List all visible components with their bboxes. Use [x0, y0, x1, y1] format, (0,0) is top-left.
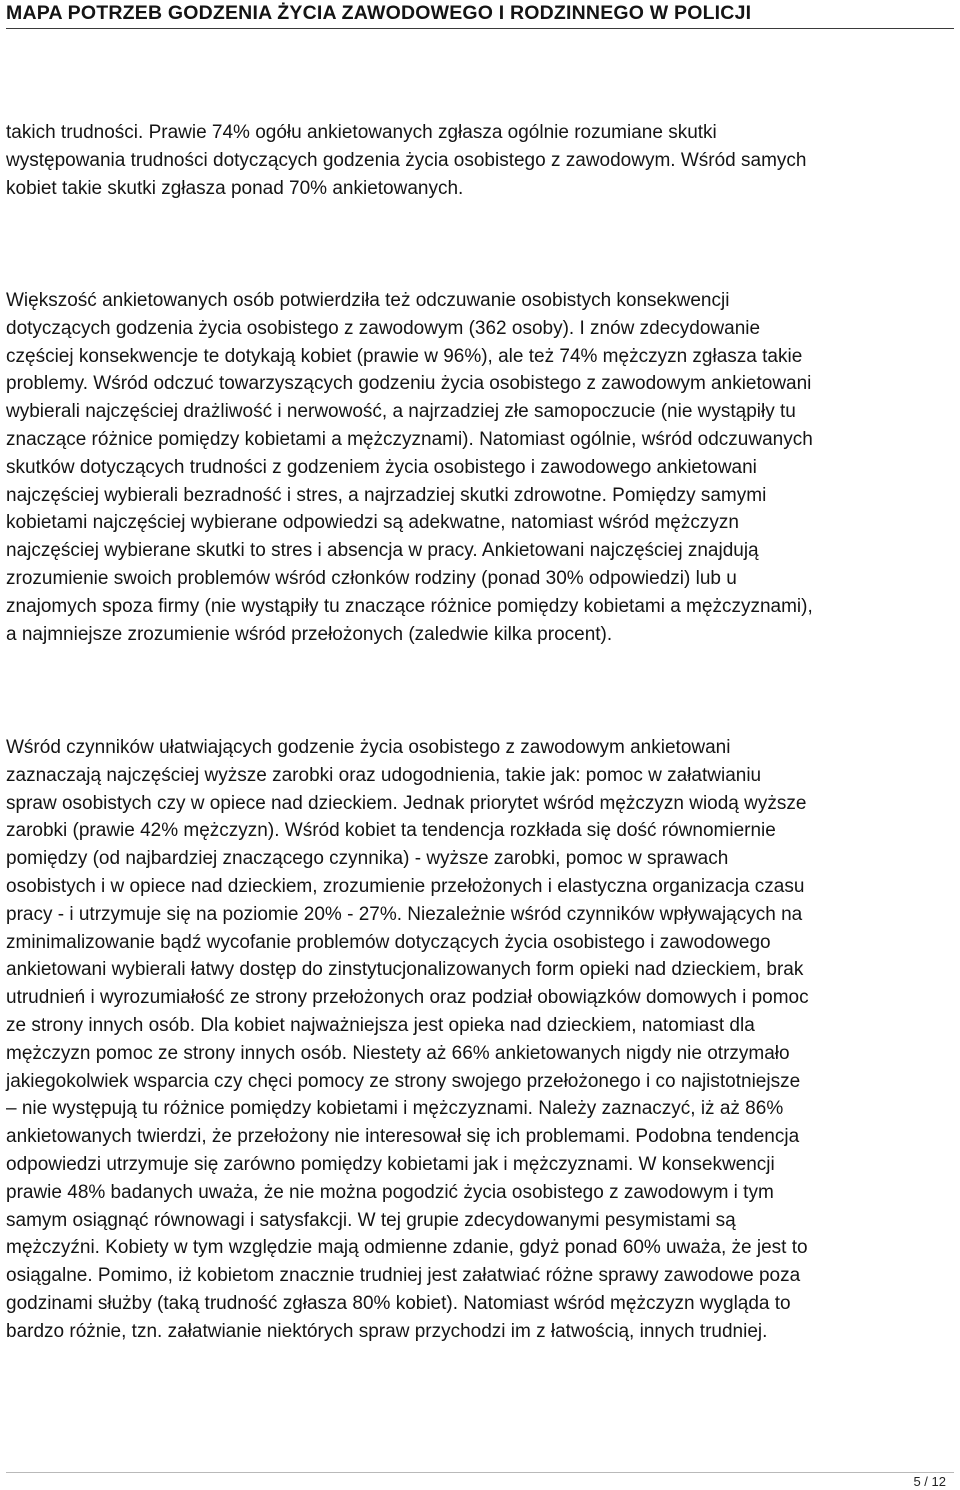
text-line: bardzo różnie, tzn. załatwianie niektórych spraw przychodzi im z łatwością, innych trudniej. [6, 1320, 768, 1342]
text-line: Wśród czynników ułatwiających godzenie życia osobistego z zawodowym ankietowani [6, 737, 731, 758]
text-line: kobiet takie skutki zgłasza ponad 70% ankietowanych. [6, 177, 464, 199]
text-line: problemy. Wśród odczuć towarzyszących godzeniu życia osobistego z zawodowym ankietowani [6, 373, 812, 395]
text-line: takich trudności. Prawie 74% ogółu ankietowanych zgłasza ogólnie rozumiane skutki [6, 122, 717, 143]
text-line: samym osiągnąć równowagi i satysfakcji. W tej grupie zdecydowanymi pesymistami są [6, 1209, 736, 1231]
text-line: mężczyzn pomoc ze strony innych osób. Niestety aż 66% ankietowanych nigdy nie otrzymało [6, 1042, 790, 1064]
text-line: występowania trudności dotyczących godzenia życia osobistego z zawodowym. Wśród samych [6, 149, 807, 171]
text-line: osobistych i w opiece nad dzieckiem, zrozumienie przełożonych i elastyczna organizacja czasu [6, 875, 805, 897]
footer-divider [6, 1472, 954, 1473]
text-line: pomiędzy (od najbardziej znaczącego czynnika) - wyższe zarobki, pomoc w sprawach [6, 848, 729, 870]
text-line: najczęściej wybierane skutki to stres i absencja w pracy. Ankietowani najczęściej znajdują [6, 540, 759, 562]
text-line: odpowiedzi utrzymuje się zarówno pomiędzy kobietami jak i mężczyznami. W konsekwencji [6, 1153, 775, 1175]
text-line: prawie 48% badanych uważa, że nie można pogodzić życia osobistego z zawodowym i tym [6, 1181, 774, 1203]
text-line: dotyczących godzenia życia osobistego z zawodowym (362 osoby). I znów zdecydowanie [6, 317, 761, 339]
page-footer [6, 1472, 954, 1490]
text-line: znajomych spoza firmy (nie wystąpiły tu znaczące różnice pomiędzy kobietami a mężczyznami), [6, 595, 813, 617]
text-line: skutków dotyczących trudności z godzeniem życia osobistego i zawodowego ankietowani [6, 456, 757, 478]
text-line: znaczące różnice pomiędzy kobietami a mężczyznami). Natomiast ogólnie, wśród odczuwanych [6, 428, 813, 450]
body-paragraph-3 [6, 734, 951, 1346]
document-title: MAPA POTRZEB GODZENIA ŻYCIA ZAWODOWEGO I RODZINNEGO W POLICJI [6, 2, 752, 24]
text-line: zaznaczają najczęściej wyższe zarobki oraz udogodnienia, takie jak: pomoc w załatwianiu [6, 764, 762, 786]
text-line: godzinami służby (taką trudność zgłasza 80% kobiet). Natomiast wśród mężczyzn wygląda to [6, 1292, 791, 1314]
text-line: ankietowanych twierdzi, że przełożony nie interesował się ich problemami. Podobna tendencja [6, 1126, 800, 1148]
text-line: utrudnień i wyrozumiałość ze strony przełożonych oraz podział obowiązków domowych i pomoc [6, 987, 809, 1009]
text-line: wybierali najczęściej drażliwość i nerwowość, a najrzadziej złe samopoczucie (nie wystąpiły tu [6, 401, 796, 423]
text-line: – nie występują tu różnice pomiędzy kobietami i mężczyznami. Należy zaznaczyć, iż aż 86% [6, 1098, 784, 1120]
text-line: zminimalizowanie bądź wycofanie problemów dotyczących życia osobistego i zawodowego [6, 931, 771, 953]
paragraph-text [6, 119, 951, 202]
text-line: Większość ankietowanych osób potwierdziła też odczuwanie osobistych konsekwencji [6, 290, 730, 311]
paragraph-text [6, 734, 951, 1346]
header-divider [6, 28, 954, 29]
page-header [6, 0, 954, 30]
text-line: kobietami najczęściej wybierane odpowiedzi są adekwatne, natomiast wśród mężczyzn [6, 512, 739, 534]
text-line: spraw osobistych czy w opiece nad dzieckiem. Jednak priorytet wśród mężczyzn wiodą wyższe [6, 792, 807, 814]
text-line: ze strony innych osób. Dla kobiet najważniejsza jest opieka nad dzieckiem, natomiast dla [6, 1014, 755, 1036]
body-paragraph-2 [6, 287, 951, 648]
paragraph-text [6, 287, 951, 648]
text-line: jakiegokolwiek wsparcia czy chęci pomocy ze strony swojego przełożonego i co najistotniejsze [6, 1070, 801, 1092]
text-line: osiągalne. Pomimo, iż kobietom znacznie trudniej jest załatwiać różne sprawy zawodowe poza [6, 1265, 801, 1287]
text-line: pracy - i utrzymuje się na poziomie 20% - 27%. Niezależnie wśród czynników wpływających na [6, 903, 803, 925]
text-line: ankietowani wybierali łatwy dostęp do zinstytucjonalizowanych form opieki nad dzieckiem, brak [6, 959, 804, 981]
text-line: najczęściej wybierali bezradność i stres, a najrzadziej skutki zdrowotne. Pomiędzy samymi [6, 484, 767, 506]
text-line: mężczyźni. Kobiety w tym względzie mają odmienne zdanie, gdyż ponad 60% uważa, że jest to [6, 1237, 808, 1259]
text-line: zarobki (prawie 42% mężczyzn). Wśród kobiet ta tendencja rozkłada się dość równomiernie [6, 820, 776, 842]
body-paragraph-1 [6, 119, 951, 202]
text-line: zrozumienie swoich problemów wśród członków rodziny (ponad 30% odpowiedzi) lub u [6, 567, 737, 589]
text-line: częściej konsekwencje te dotykają kobiet (prawie w 96%), ale też 74% mężczyzn zgłasza takie [6, 345, 803, 367]
text-line: a najmniejsze zrozumienie wśród przełożonych (zaledwie kilka procent). [6, 623, 613, 645]
page-number: 5 / 12 [913, 1474, 946, 1489]
